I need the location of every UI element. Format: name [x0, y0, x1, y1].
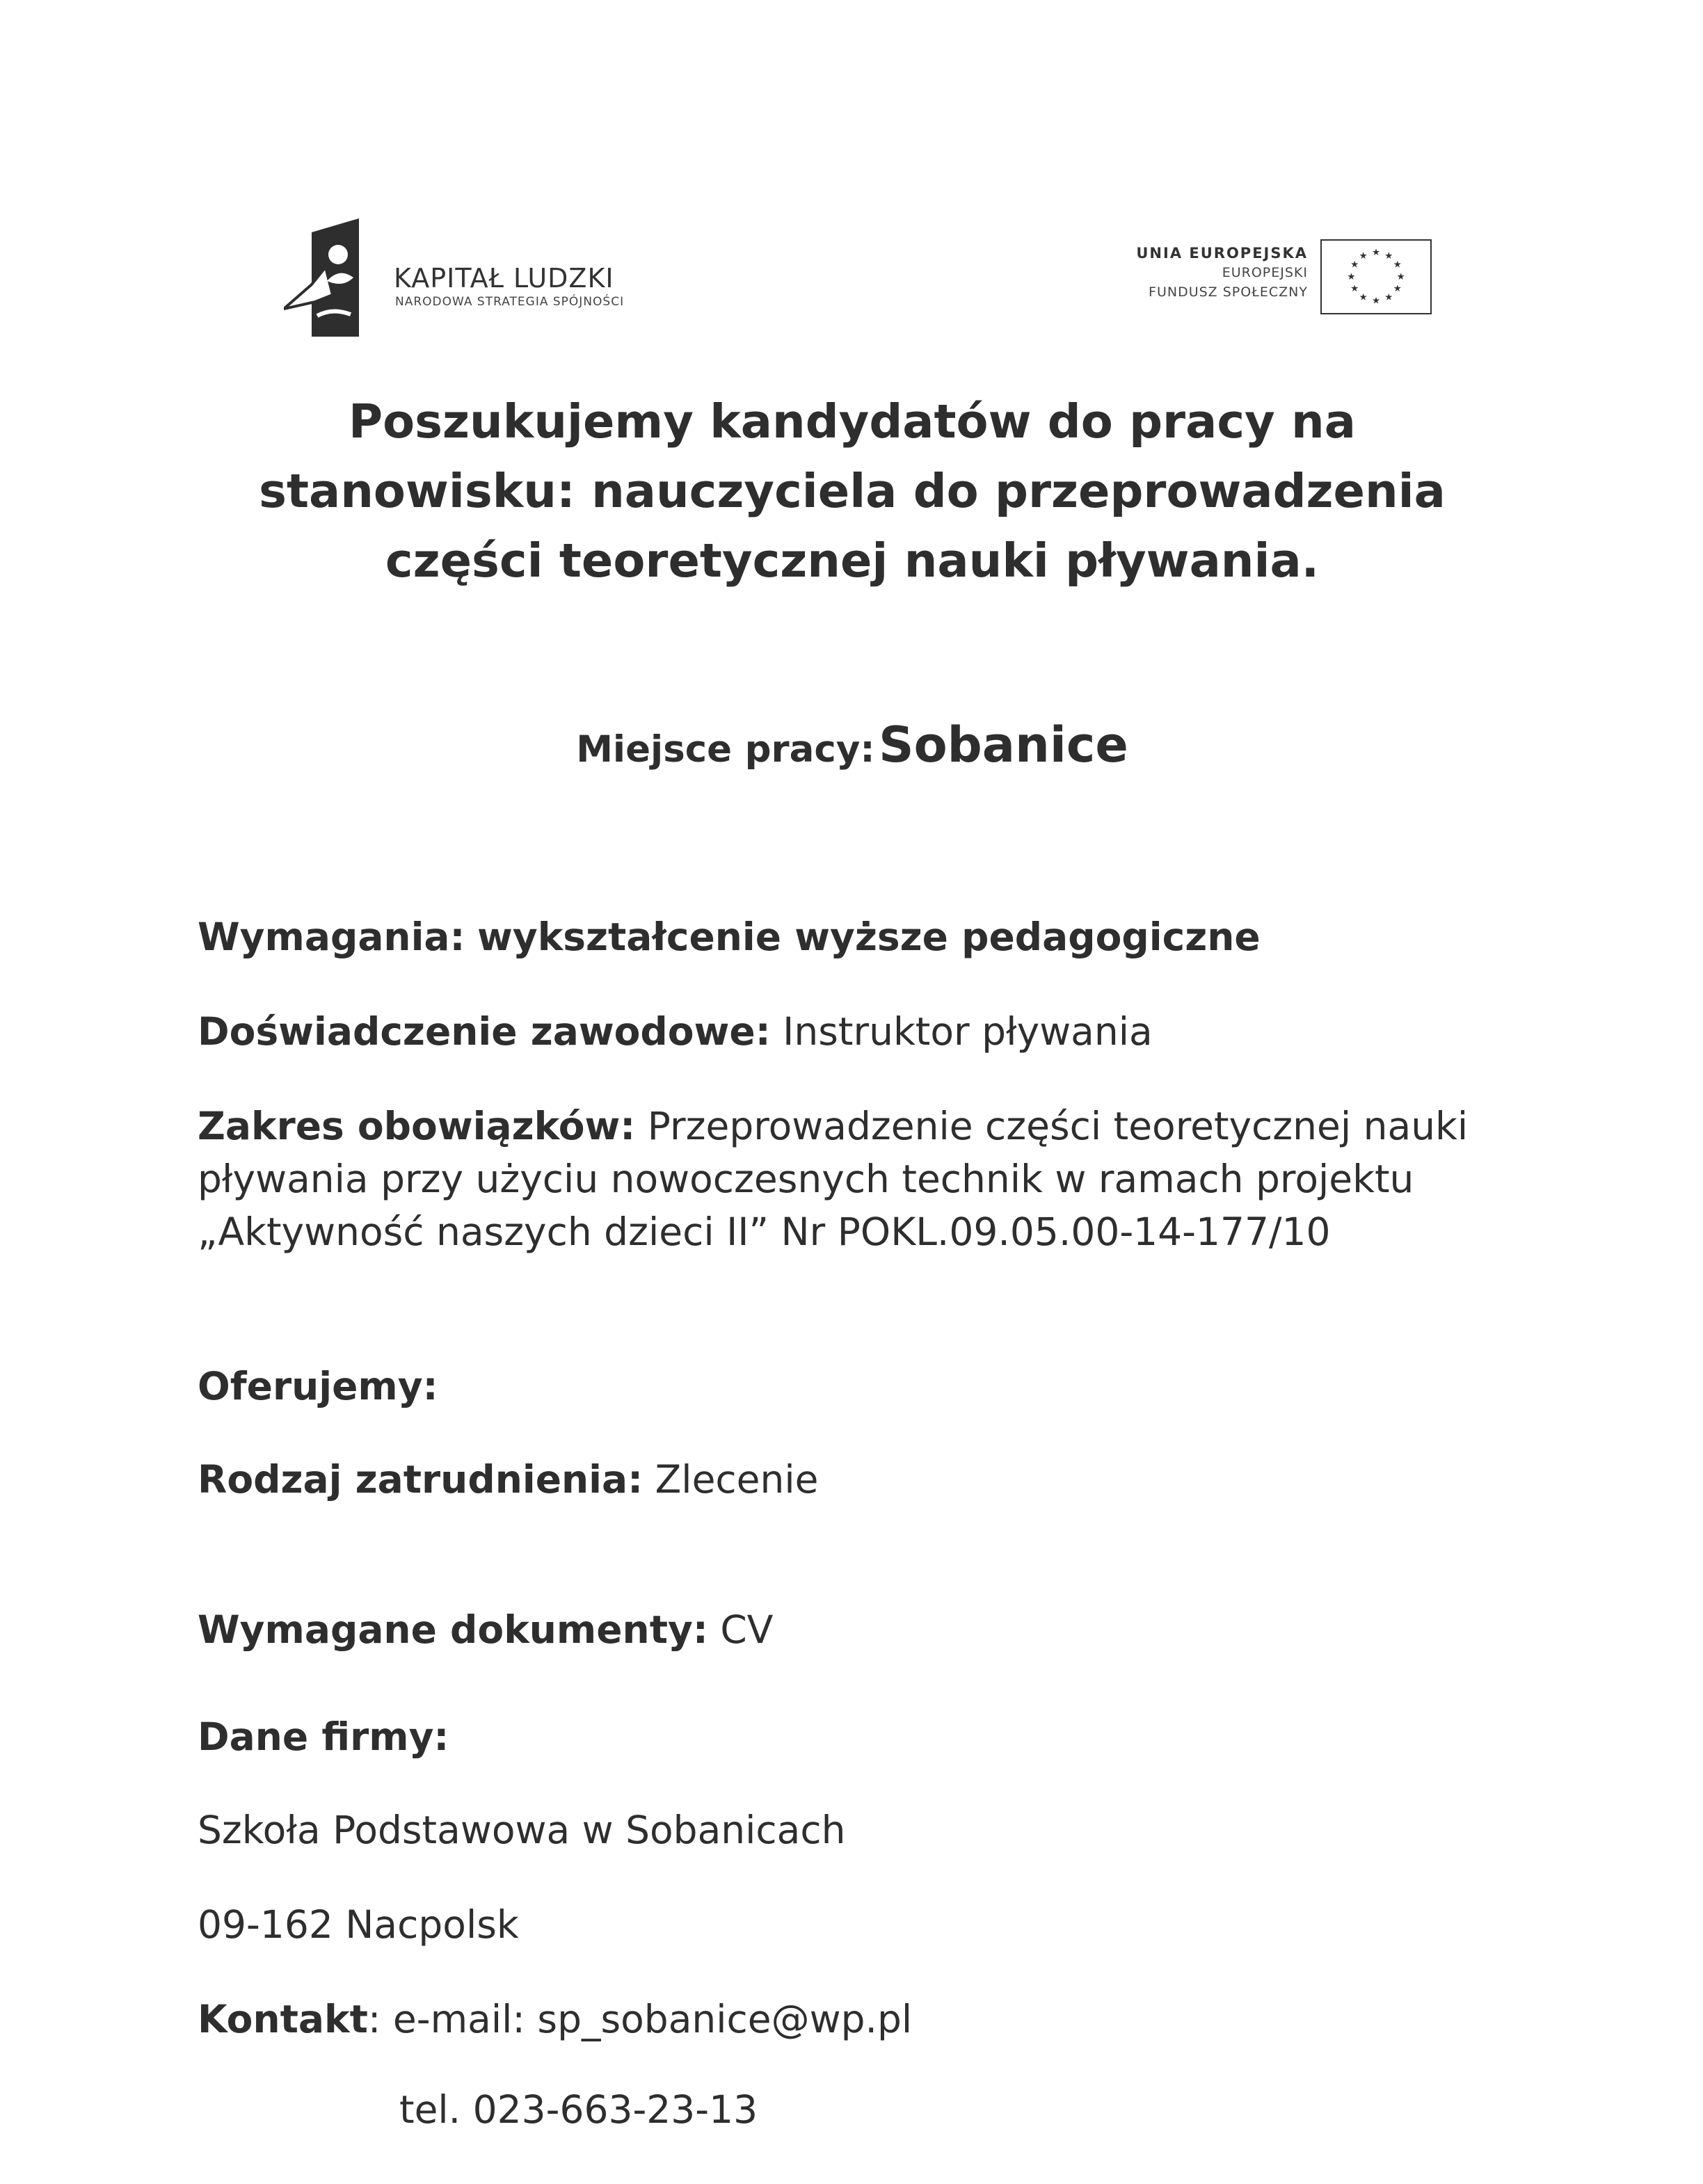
svg-text:★: ★ — [1371, 247, 1381, 259]
svg-text:★: ★ — [1359, 291, 1368, 303]
svg-text:★: ★ — [1393, 259, 1402, 271]
employment-value: Zlecenie — [655, 1457, 819, 1502]
documents-value: CV — [720, 1607, 774, 1652]
title-line-3: części teoretycznej nauki pływania. — [385, 533, 1320, 588]
workplace-label: Miejsce pracy: — [576, 728, 875, 771]
employment — [198, 1451, 1561, 1508]
experience — [198, 1003, 1561, 1060]
offer — [198, 1358, 1561, 1415]
workplace — [160, 716, 1544, 773]
company-label: Dane firmy: — [198, 1715, 449, 1759]
svg-text:★: ★ — [1384, 250, 1393, 262]
requirements-value: wykształcenie wyższe pedagogiczne — [477, 915, 1261, 959]
experience-value: Instruktor pływania — [783, 1009, 1153, 1054]
contact — [198, 1991, 1561, 2048]
documents — [198, 1601, 1561, 1658]
duties-line-1: Przeprowadzenie części teoretycznej nauki — [647, 1104, 1469, 1148]
eu-flag-icon — [1320, 239, 1432, 314]
company — [198, 1708, 1561, 1765]
workplace-value: Sobanice — [879, 716, 1128, 773]
duties-line-3: „Aktywność naszych dzieci II” Nr POKL.09.05.00-14-177/10 — [198, 1210, 1331, 1254]
duties-label: Zakres obowiązków: — [198, 1104, 636, 1148]
svg-text:★: ★ — [1371, 295, 1381, 307]
offer-label: Oferujemy: — [198, 1364, 438, 1408]
svg-text:★: ★ — [1384, 291, 1393, 303]
experience-label: Doświadczenie zawodowe: — [198, 1009, 771, 1054]
company-name: Szkoła Podstawowa w Sobanicach — [198, 1808, 846, 1852]
eu-line-2: EUROPEJSKI — [1222, 265, 1308, 280]
requirements-label: Wymagania: — [198, 915, 465, 959]
svg-text:★: ★ — [1396, 271, 1405, 282]
title-line-1: Poszukujemy kandydatów do pracy na — [349, 394, 1356, 449]
svg-text:★: ★ — [1347, 271, 1356, 282]
title-line-2: stanowisku: nauczyciela do przeprowadzenia — [259, 464, 1446, 518]
eu-logo-text — [1085, 243, 1308, 302]
eu-line-1: UNIA EUROPEJSKA — [1136, 245, 1308, 262]
kapital-ludzki-subtitle: NARODOWA STRATEGIA SPÓJNOŚCI — [395, 295, 625, 309]
contact-phone[interactable]: tel. 023-663-23-13 — [399, 2087, 758, 2132]
kapital-ludzki-title: KAPITAŁ LUDZKI — [394, 263, 614, 294]
eu-line-3: FUNDUSZ SPOŁECZNY — [1149, 284, 1308, 300]
requirements — [198, 908, 1561, 965]
company-address: 09-162 Nacpolsk — [198, 1902, 519, 1947]
svg-text:★: ★ — [1350, 283, 1359, 295]
duties-line-2: pływania przy użyciu nowoczesnych technik w ramach projektu — [198, 1157, 1414, 1201]
svg-text:★: ★ — [1393, 283, 1402, 295]
svg-text:★: ★ — [1359, 250, 1368, 262]
kapital-ludzki-logo-icon — [284, 218, 367, 337]
employment-label: Rodzaj zatrudnienia: — [198, 1457, 643, 1502]
contact-email[interactable]: : e-mail: sp_sobanice@wp.pl — [367, 1997, 913, 2041]
svg-text:★: ★ — [1350, 259, 1359, 271]
page-title — [160, 387, 1544, 595]
duties — [198, 1098, 1561, 1260]
contact-label: Kontakt — [198, 1997, 368, 2041]
documents-label: Wymagane dokumenty: — [198, 1607, 708, 1652]
